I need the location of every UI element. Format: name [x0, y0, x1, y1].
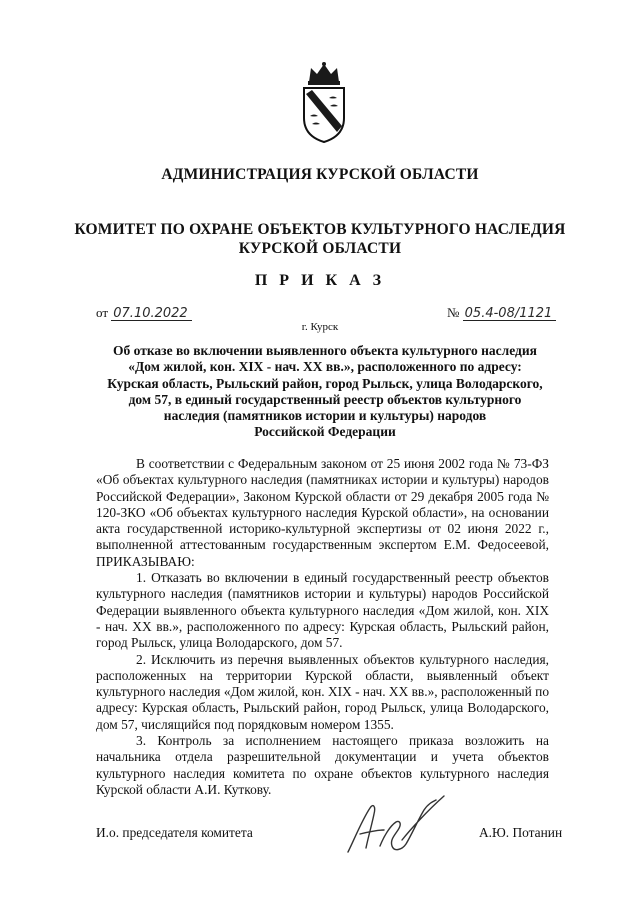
subject-line: дом 57, в единый государственный реестр объектов культурного	[128, 391, 522, 407]
body-paragraph-3: 3. Контроль за исполнением настоящего приказа возложить на начальника отдела разрешительной документации и учета объектов культурного наследия комитета по охране объектов культурного наследия Курской области А.И. Куткову.	[96, 733, 549, 797]
organization-title: АДМИНИСТРАЦИЯ КУРСКОЙ ОБЛАСТИ	[161, 166, 479, 183]
body-paragraph-1: 1. Отказать во включении в единый государственный реестр объектов культурного наследия (памятников истории и культуры) народов Российской Федерации выявленного объекта культурного наследия «Дом жилой, кон. XIX - нач. XX вв.», расположенного по адресу: Курская область, Рыльский район, город Рыльск, улица Володарского, дом 57.	[96, 570, 549, 651]
date-value: 07.10.2022	[111, 307, 191, 321]
handwritten-signature	[340, 790, 450, 865]
kursk-coat-of-arms-icon	[297, 60, 351, 144]
committee-title-line1: КОМИТЕТ ПО ОХРАНЕ ОБЪЕКТОВ КУЛЬТУРНОГО НАСЛЕДИЯ	[74, 221, 566, 238]
document-body	[96, 456, 549, 798]
subject-line: наследия (памятников истории и культуры) народов	[163, 408, 487, 424]
subject-line: «Дом жилой, кон. XIX - нач. XX вв.», расположенного по адресу:	[128, 359, 522, 375]
document-type: П Р И К А З	[254, 272, 386, 289]
city: г. Курск	[301, 321, 339, 333]
date-field	[96, 305, 192, 321]
subject-line: Российской Федерации	[254, 424, 396, 440]
subject-line: Об отказе во включении выявленного объекта культурного наследия	[113, 343, 537, 358]
body-paragraph-2: 2. Исключить из перечня выявленных объектов культурного наследия, расположенных на территории Курской области, выявленный объект культурного наследия «Дом жилой, кон. XIX - нач. XX вв.», расположенный по адресу: Курская область, Рыльский район, город Рыльск, улица Володарского, дом 57, числящийся под порядковым номером 1355.	[96, 651, 550, 732]
number-field	[447, 305, 556, 321]
committee-title-line2: КУРСКОЙ ОБЛАСТИ	[238, 240, 402, 257]
subject-line: Курская область, Рыльский район, город Рыльск, улица Володарского,	[107, 375, 543, 391]
body-paragraph-preamble: В соответствии с Федеральным законом от 25 июня 2002 года № 73-ФЗ «Об объектах культурного наследия (памятниках истории и культуры) народов Российской Федерации», Законом Курской области от 29 декабря 2005 года № 120-ЗКО «Об объектах культурного наследия Курской области», на основании акта государственной историко-культурной экспертизы от 02 июня 2022 г., выполненной аттестованным государственным экспертом Е.М. Федосеевой, ПРИКАЗЫВАЮ:	[96, 456, 549, 569]
number-prefix: №	[447, 305, 460, 320]
signatory-name: А.Ю. Потанин	[479, 825, 563, 840]
committee-title	[0, 220, 640, 258]
number-value: 05.4-08/1121	[463, 307, 557, 321]
date-prefix: от	[96, 305, 109, 320]
document-subject	[100, 343, 550, 441]
signatory-position: И.о. председателя комитета	[96, 825, 253, 840]
